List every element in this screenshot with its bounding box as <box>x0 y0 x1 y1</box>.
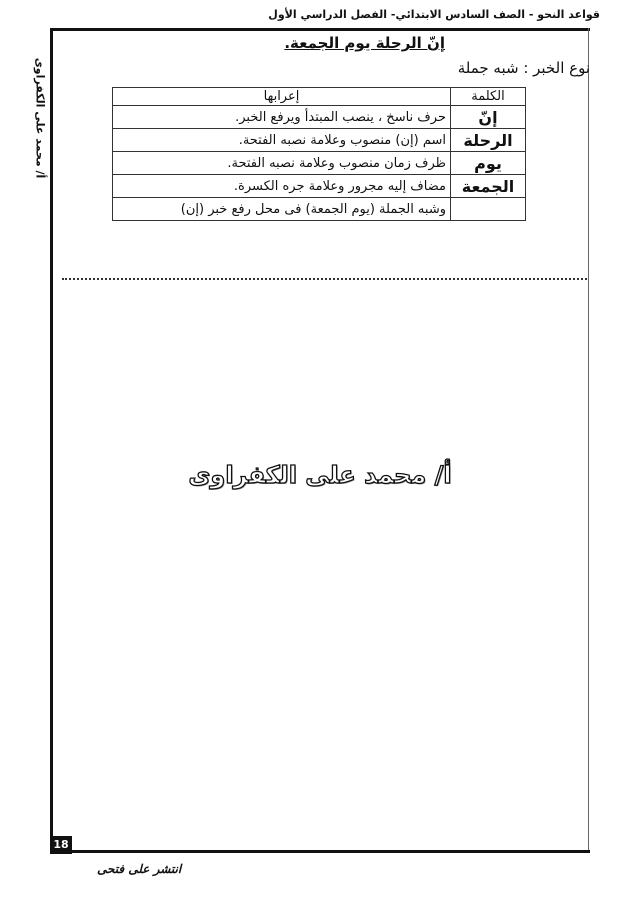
right-border <box>588 28 589 850</box>
table-word-cell: الرحلة <box>451 129 526 152</box>
example-sentence: إنّ الرحلة يوم الجمعة. <box>284 34 445 52</box>
parsing-column-header: إعرابها <box>113 88 451 106</box>
table-row <box>113 175 526 198</box>
author-name: أ/ محمد على الكفراوى <box>188 461 452 489</box>
predicate-type: نوع الخبر : شبه جملة <box>457 59 590 77</box>
table-desc-cell: وشبه الجملة (يوم الجمعة) فى محل رفع خبر (إن) <box>113 198 451 221</box>
signature: انتشر على فتحى <box>97 862 182 876</box>
table-row <box>113 198 526 221</box>
table-word-cell <box>451 198 526 221</box>
table-desc-cell: ظرف زمان منصوب وعلامة نصبه الفتحة. <box>113 152 451 175</box>
table-word-cell: الجمعة <box>451 175 526 198</box>
parsing-table <box>112 87 526 221</box>
side-author-label: أ/ محمد على الكفراوى <box>33 57 47 179</box>
table-desc-cell: اسم (إن) منصوب وعلامة نصبه الفتحة. <box>113 129 451 152</box>
top-border <box>50 28 590 31</box>
table-word-cell: إنّ <box>451 106 526 129</box>
page-header: قواعد النحو - الصف السادس الابتدائي- الفصل الدراسي الأول <box>268 8 600 21</box>
table-row <box>113 129 526 152</box>
table-row <box>113 152 526 175</box>
bottom-border <box>50 850 590 853</box>
table-desc-cell: مضاف إليه مجرور وعلامة جره الكسرة. <box>113 175 451 198</box>
page-number: 18 <box>50 836 72 854</box>
dotted-divider <box>62 278 587 280</box>
table-word-cell: يوم <box>451 152 526 175</box>
table-row <box>113 106 526 129</box>
table-header-row <box>113 88 526 106</box>
word-column-header: الكلمة <box>451 88 526 106</box>
left-border <box>50 28 53 850</box>
table-desc-cell: حرف ناسخ ، ينصب المبتدأ ويرفع الخبر. <box>113 106 451 129</box>
